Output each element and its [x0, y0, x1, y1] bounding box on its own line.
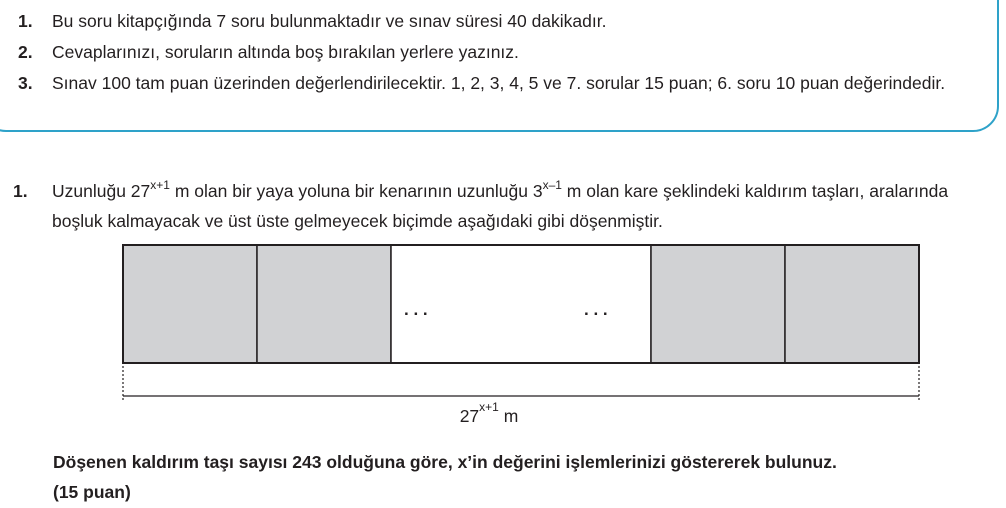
question-number: 1. — [13, 181, 28, 201]
instruction-3 — [18, 72, 978, 94]
instruction-number: 2. — [18, 42, 33, 62]
points-label: (15 puan) — [53, 482, 131, 502]
prompt-line: Döşenen kaldırım taşı sayısı 243 olduğuna göre, x’in değerini işlemlerinizi göstererek bulunuz. — [53, 452, 837, 472]
question-text-part: m olan kare şeklindeki kaldırım taşları, aralarında boşluk kalmayacak ve üst üste gelmeyecek biçimde aşağıdaki gibi döşenmiştir. — [52, 181, 949, 231]
question-prompt — [53, 447, 998, 507]
length-base: 27 — [459, 406, 480, 426]
instruction-text: Bu soru kitapçığında 7 soru bulunmaktadır ve sınav süresi 40 dakikadır. — [52, 11, 607, 31]
exponent: x–1 — [542, 178, 562, 192]
instruction-text: Cevaplarınızı, soruların altında boş bırakılan yerlere yazınız. — [52, 42, 519, 62]
tile — [123, 245, 257, 363]
question-text-part: m olan bir yaya yoluna bir kenarının uzunluğu 3 — [169, 181, 543, 201]
question-text — [52, 176, 998, 236]
tile-figure — [118, 240, 924, 435]
exponent: x+1 — [150, 178, 170, 192]
tile — [785, 245, 919, 363]
length-label — [118, 400, 924, 427]
instruction-1 — [18, 10, 978, 32]
length-unit: m — [498, 406, 519, 426]
instruction-number: 1. — [18, 11, 33, 31]
empty-gap — [391, 245, 651, 363]
instruction-number: 3. — [18, 73, 33, 93]
ellipsis-right: . . . — [584, 300, 608, 319]
tile — [651, 245, 785, 363]
question-1 — [13, 176, 998, 236]
ellipsis-left: . . . — [404, 300, 428, 319]
tile-diagram — [118, 240, 924, 410]
tile — [257, 245, 391, 363]
length-exponent: x+1 — [479, 400, 499, 414]
question-text-part: Uzunluğu 27 — [52, 181, 151, 201]
instruction-2 — [18, 41, 978, 63]
instruction-text: Sınav 100 tam puan üzerinden değerlendirilecektir. 1, 2, 3, 4, 5 ve 7. sorular 15 puan; 6. soru 10 puan değerindedir. — [52, 73, 946, 93]
